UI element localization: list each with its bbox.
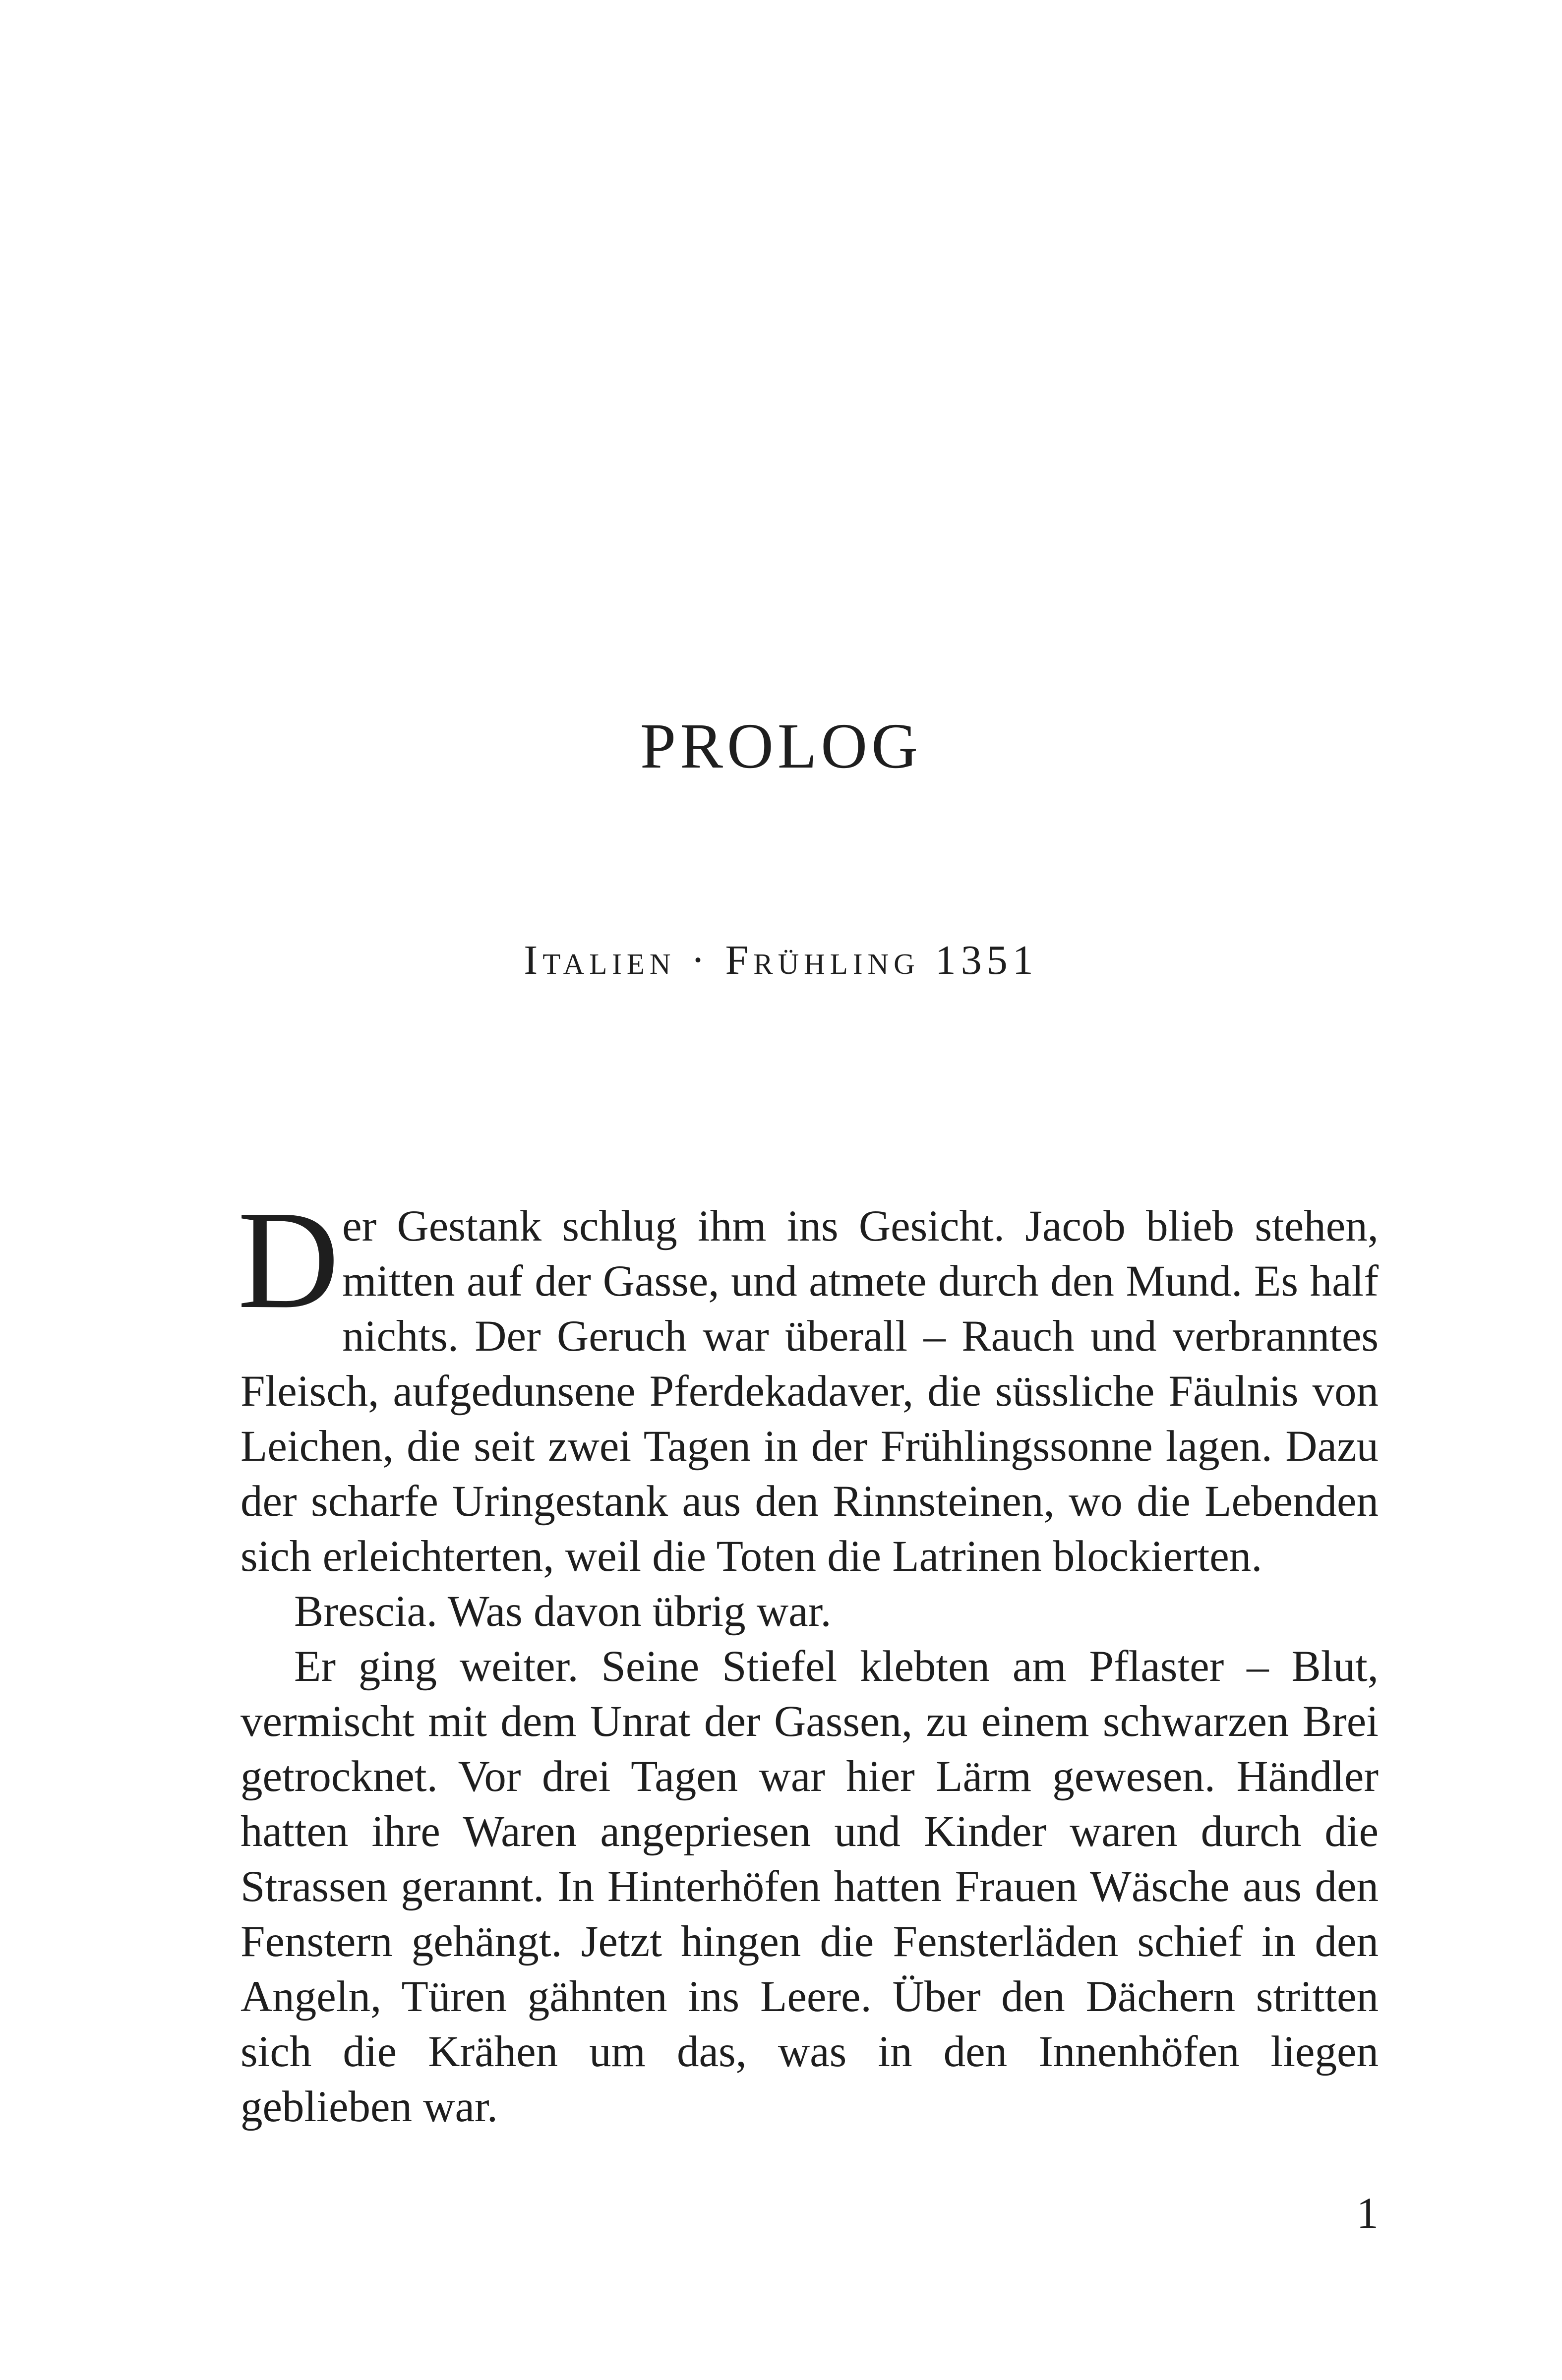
paragraph-3: Er ging weiter. Seine Stiefel klebten am Pflaster – Blut, vermischt mit dem Unrat der Gassen, zu einem schwarzen Brei getrocknet. Vor drei Tagen war hier Lärm gewesen. Händler hatten ihre Waren angepriesen und Kinder waren durch die Strassen gerannt. In Hinterhöfen hatten Frauen Wäsche aus den Fenstern gehängt. Jetzt hingen die Fensterläden schief in den Angeln, Türen gähnten ins Leere. Über den Dächern stritten sich die Krähen um das, was in den Innenhöfen liegen geblieben war. <box>240 1642 1379 2131</box>
chapter-subtitle: Italien · Frühling 1351 <box>524 937 1038 983</box>
drop-cap: D <box>238 1182 340 1338</box>
paragraph-1 <box>238 1182 1379 1584</box>
page-number: 1 <box>1356 2189 1379 2238</box>
paragraph-2: Brescia. Was davon übrig war. <box>294 1587 832 1636</box>
paragraph-1-text: er Gestank schlug ihm ins Gesicht. Jacob blieb stehen, mitten auf der Gasse, und atmete durch den Mund. Es half nichts. Der Geruch war überall – Rauch und verbranntes Fleisch, aufgedunsene Pferdekadaver, die süssliche Fäulnis von Leichen, die seit zwei Tagen in der Frühlingssonne lagen. Dazu der scharfe Uringestank aus den Rinnsteinen, wo die Lebenden sich erleichterten, weil die Toten die Latrinen blockierten. <box>240 1202 1379 1581</box>
body-text <box>238 1182 1379 2135</box>
chapter-title: PROLOG <box>640 711 922 782</box>
